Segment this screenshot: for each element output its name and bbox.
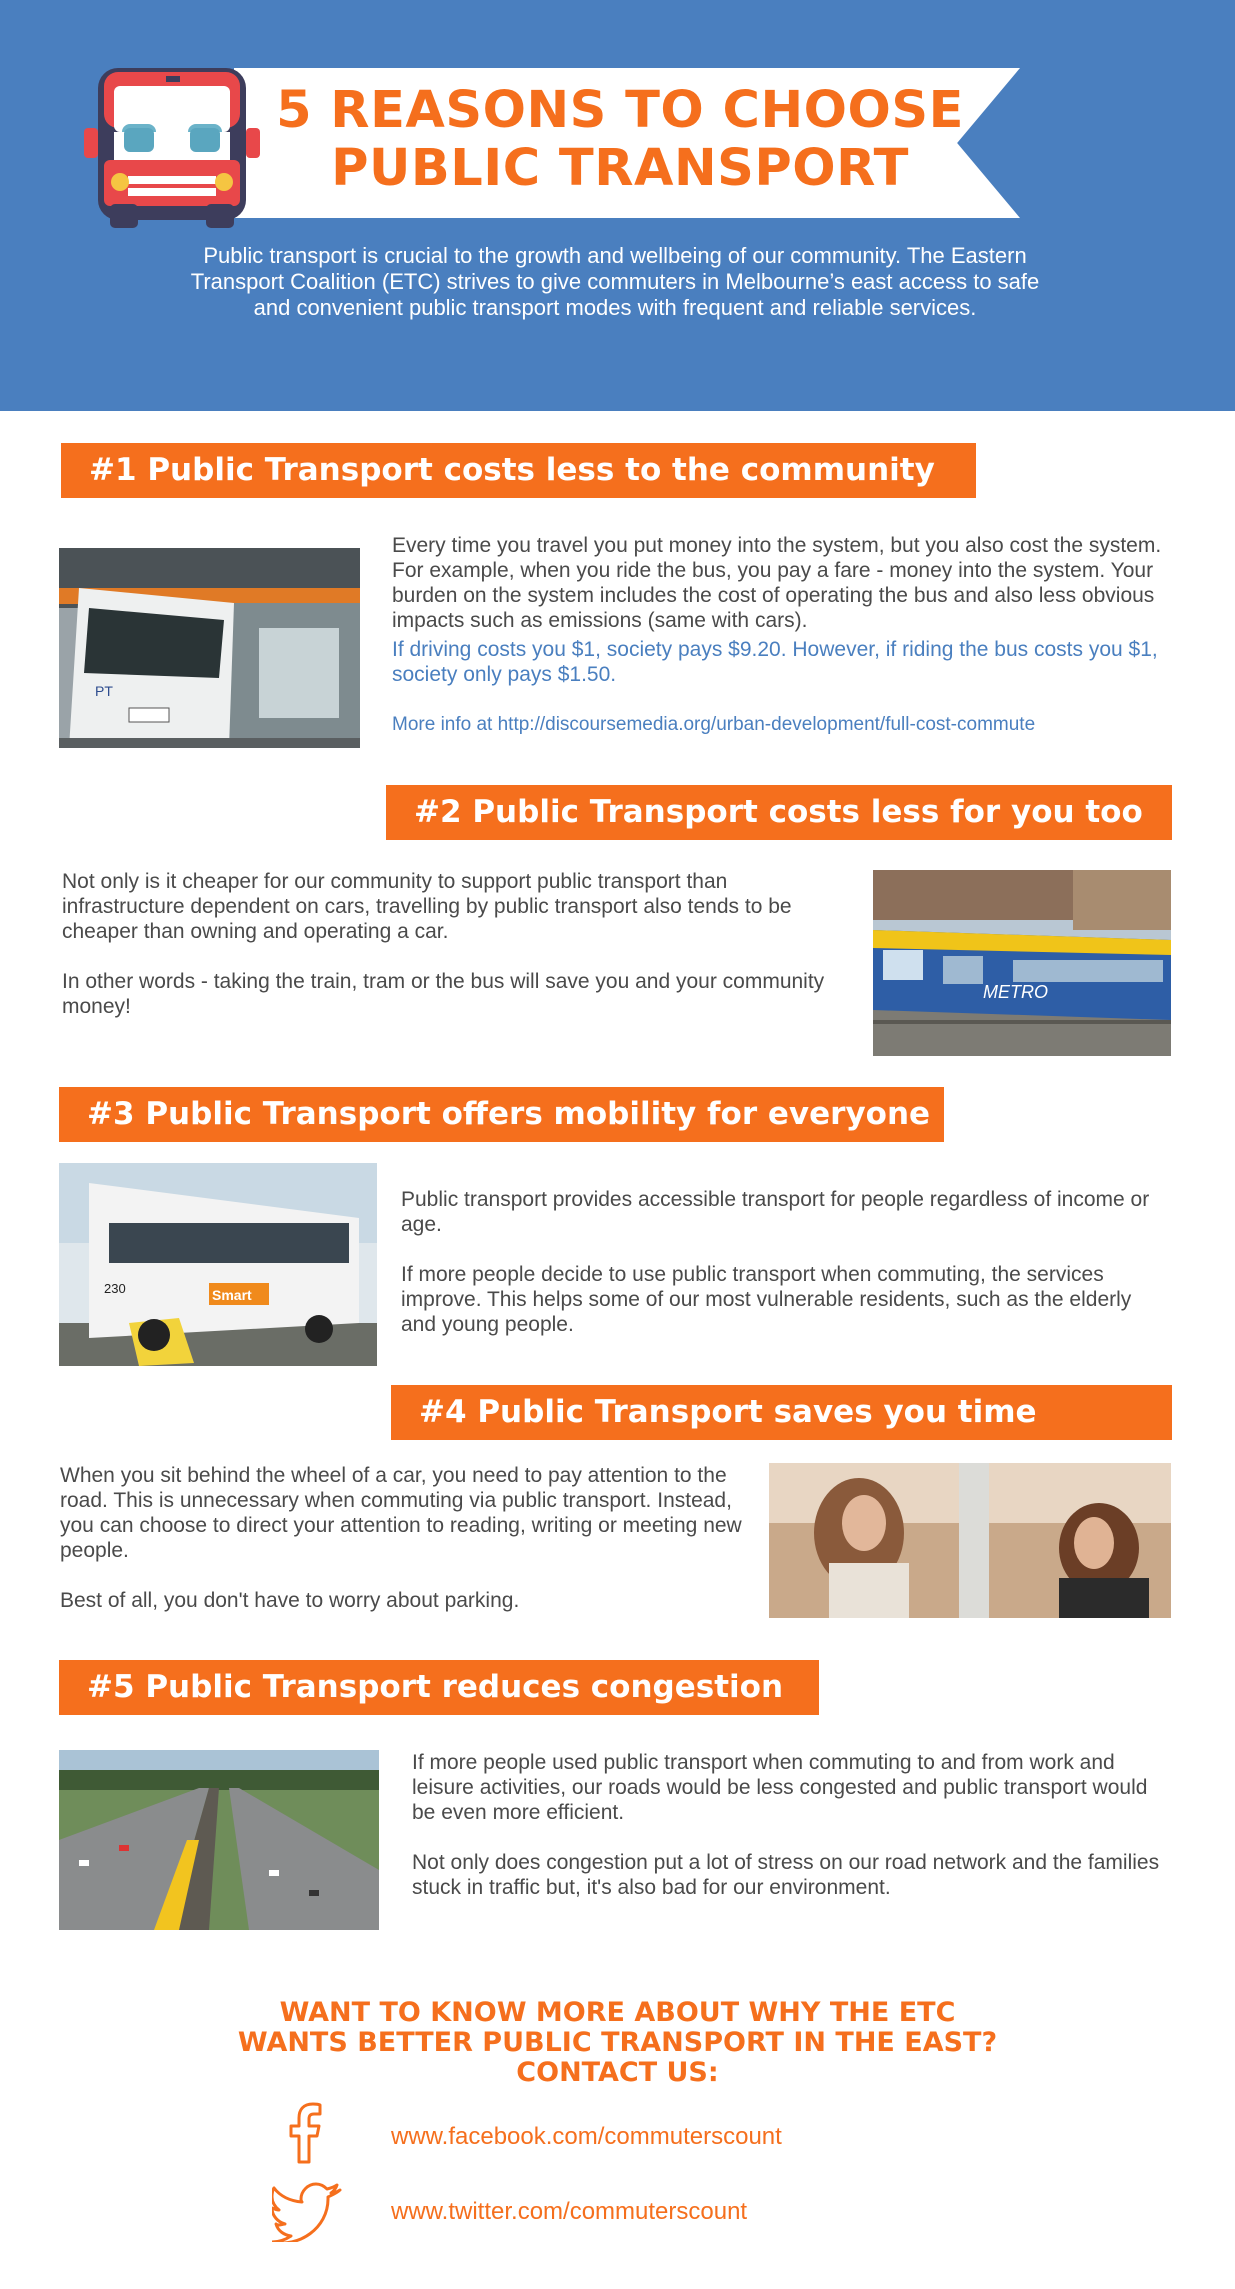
section-4-body-2: Best of all, you don't have to worry about parking. bbox=[60, 1589, 520, 1612]
section-1-highlight: If driving costs you $1, society pays $9.20. However, if riding the bus costs you $1, society only pays $1.50. bbox=[392, 638, 1158, 686]
page-title-line-2: PUBLIC TRANSPORT bbox=[331, 139, 909, 198]
commuters-photo bbox=[769, 1463, 1171, 1618]
section-5-heading: #5 Public Transport reduces congestion bbox=[59, 1660, 819, 1715]
bus-number-text: 230 bbox=[104, 1281, 126, 1296]
section-3-heading: #3 Public Transport offers mobility for everyone bbox=[59, 1087, 944, 1142]
section-1-heading: #1 Public Transport costs less to the community bbox=[61, 443, 976, 498]
accessible-bus-photo bbox=[59, 1163, 377, 1366]
section-3-body-1: Public transport provides accessible transport for people regardless of income or age. bbox=[401, 1188, 1150, 1236]
section-4-text bbox=[60, 1463, 750, 1613]
section-2-body-2: In other words - taking the train, tram or the bus will save you and your community money! bbox=[62, 970, 825, 1018]
twitter-icon[interactable] bbox=[272, 2182, 344, 2242]
intro-text: Public transport is crucial to the growth and wellbeing of our community. The Eastern Transport Coalition (ETC) strives to give commuters in Melbourne’s east access to safe and convenient public transport modes with frequent and reliable services. bbox=[190, 243, 1040, 320]
section-4-body-1: When you sit behind the wheel of a car, you need to pay attention to the road. This is unnecessary when commuting via public transport. Instead, you can choose to direct your attention to reading, writing or meeting new people. bbox=[60, 1464, 742, 1562]
cta-line-1: WANT TO KNOW MORE ABOUT WHY THE ETC bbox=[279, 1997, 956, 2028]
facebook-icon[interactable] bbox=[283, 2100, 329, 2166]
section-3-text bbox=[401, 1187, 1171, 1337]
metro-train-photo bbox=[873, 870, 1171, 1056]
train-badge-text: METRO bbox=[983, 982, 1048, 1002]
contact-call-to-action bbox=[180, 1998, 1055, 2088]
page-title bbox=[250, 82, 990, 198]
bus-interior-photo bbox=[59, 548, 360, 748]
section-3-body-2: If more people decide to use public transport when commuting, the services improve. This helps some of our most vulnerable residents, such as the elderly and young people. bbox=[401, 1263, 1132, 1336]
section-2-heading: #2 Public Transport costs less for you too bbox=[386, 785, 1172, 840]
section-2-body-1: Not only is it cheaper for our community to support public transport than infrastructure dependent on cars, travelling by public transport also tends to be cheaper than owning and operating a car. bbox=[62, 870, 792, 943]
page-title-line-1: 5 REASONS TO CHOOSE bbox=[276, 81, 964, 140]
cta-line-2: WANTS BETTER PUBLIC TRANSPORT IN THE EAST? bbox=[237, 2027, 998, 2058]
freeway-train-photo bbox=[59, 1750, 379, 1930]
section-1-body: Every time you travel you put money into the system, but you also cost the system. For example, when you ride the bus, you pay a fare - money into the system. Your burden on the system includes the cost of operating the bus and also less obvious impacts such as emissions (same with cars). bbox=[392, 534, 1162, 632]
section-1-text bbox=[392, 533, 1172, 737]
section-5-body-2: Not only does congestion put a lot of stress on our road network and the families stuck in traffic but, it's also bad for our environment. bbox=[412, 1851, 1160, 1899]
bus-icon bbox=[80, 64, 270, 234]
bus-badge-text: PT bbox=[95, 683, 113, 699]
section-5-body-1: If more people used public transport when commuting to and from work and leisure activities, our roads would be less congested and public transport would be even more efficient. bbox=[412, 1751, 1148, 1824]
section-5-text bbox=[412, 1750, 1172, 1900]
facebook-link[interactable]: www.facebook.com/commuterscount bbox=[391, 2123, 782, 2150]
section-2-text bbox=[62, 869, 832, 1019]
cta-line-3: CONTACT US: bbox=[516, 2057, 719, 2088]
section-1-more-info-link[interactable]: More info at http://discoursemedia.org/urban-development/full-cost-commute bbox=[392, 714, 1036, 735]
section-4-heading: #4 Public Transport saves you time bbox=[391, 1385, 1172, 1440]
bus-brand-text: Smart bbox=[212, 1287, 252, 1303]
twitter-link[interactable]: www.twitter.com/commuterscount bbox=[391, 2198, 748, 2225]
